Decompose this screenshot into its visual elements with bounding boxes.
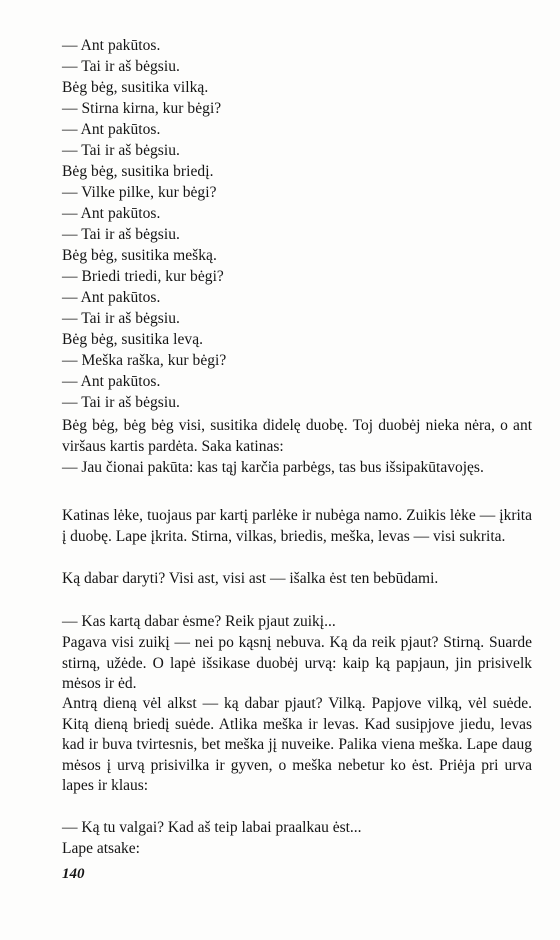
text-line: Bėg bėg, susitika briedį. bbox=[62, 163, 214, 180]
paragraph: Antrą dieną vėl alkst — ką dabar pjaut? Vilką. Papjove vilką, vėl suėde. Kitą dieną briedį suėde. Atlika meška ir levas. Kad susipjove jiedu, levas kad ir buva tvirtesnis, bet meška jį nuveike. Palika viena meška. Lape daug mėsos į urvą prisivilka ir gyven, o meška nebetur ko ėst. Priėja pri urva lapes ir klaus: bbox=[62, 695, 532, 794]
text-line: — Ant pakūtos. bbox=[62, 121, 161, 138]
paragraph: Katinas lėke, tuojaus par kartį parlėke ir nubėga namo. Zuikis lėke — įkrita į duobę. Lape įkrita. Stirna, vilkas, briedis, meška, levas — visi sukrita. bbox=[62, 507, 532, 545]
text-line: — Stirna kirna, kur bėgi? bbox=[62, 100, 222, 117]
paragraph: — Ką tu valgai? Kad aš teip labai praalkau ėst... bbox=[62, 819, 362, 836]
text-line: — Ant pakūtos. bbox=[62, 37, 161, 54]
text-line: — Tai ir aš bėgsiu. bbox=[62, 142, 180, 159]
text-line: — Ant pakūtos. bbox=[62, 373, 161, 390]
text-line: — Tai ir aš bėgsiu. bbox=[62, 310, 180, 327]
page-number: 140 bbox=[62, 866, 85, 882]
paragraph: Pagava visi zuikį — nei po kąsnį nebuva. Ką da reik pjaut? Stirną. Suarde stirną, užėde. O lapė išsikase duobėj urvą: kaip ką papjaun, jin prisivelk mėsos ir ėd. bbox=[62, 634, 532, 692]
text-line: Bėg bėg, susitika vilką. bbox=[62, 79, 209, 96]
text-line: — Tai ir aš bėgsiu. bbox=[62, 226, 180, 243]
text-line: Bėg bėg, susitika levą. bbox=[62, 331, 204, 348]
text-line: — Ant pakūtos. bbox=[62, 205, 161, 222]
text-line: — Tai ir aš bėgsiu. bbox=[62, 394, 180, 411]
text-line: — Tai ir aš bėgsiu. bbox=[62, 58, 180, 75]
paragraph: Bėg bėg, bėg bėg visi, susitika didelę duobę. Toj duobėj nieka nėra, o ant viršaus kartis pardėta. Saka katinas: bbox=[62, 417, 532, 455]
text-line: — Vilke pilke, kur bėgi? bbox=[62, 184, 217, 201]
text-line: — Briedi triedi, kur bėgi? bbox=[62, 268, 224, 285]
text-line: — Ant pakūtos. bbox=[62, 289, 161, 306]
text-line: Bėg bėg, susitika mešką. bbox=[62, 247, 217, 264]
paragraph: — Kas kartą dabar ėsme? Reik pjaut zuikį... bbox=[62, 613, 336, 630]
paragraph: — Jau čionai pakūta: kas tąj karčia parbėgs, tas bus išsipakūtavojęs. bbox=[62, 459, 484, 476]
paragraph: Lape atsake: bbox=[62, 840, 140, 857]
paragraph: Ką dabar daryti? Visi ast, visi ast — išalka ėst ten bebūdami. bbox=[62, 570, 439, 587]
text-line: — Meška raška, kur bėgi? bbox=[62, 352, 227, 369]
